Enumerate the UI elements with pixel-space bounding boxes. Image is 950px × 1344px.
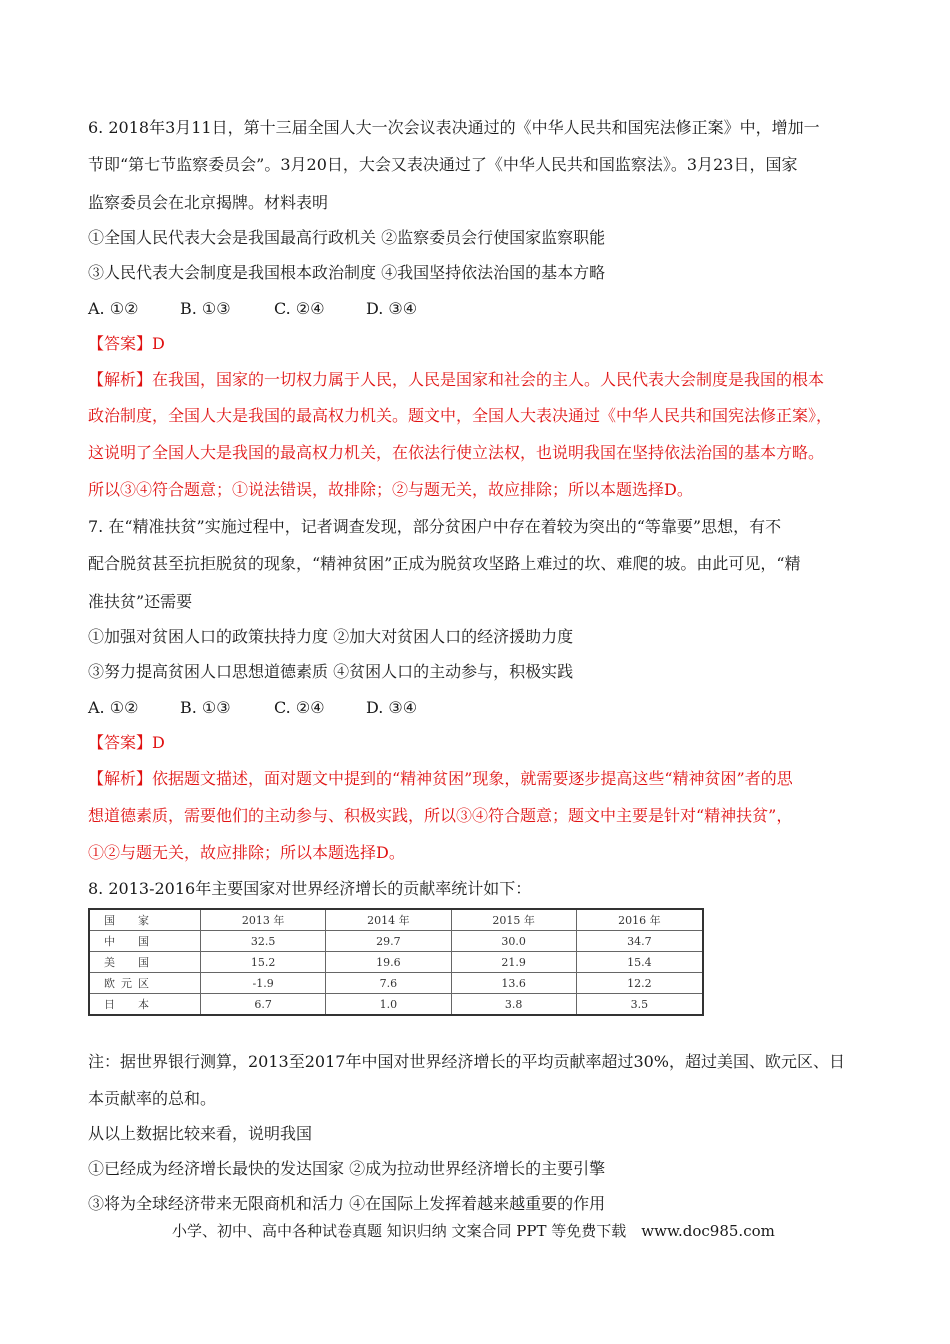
table-cell: 3.8	[451, 994, 576, 1016]
table-cell: 美 国	[89, 952, 201, 973]
table-row	[89, 973, 703, 994]
q8-choice-line-1: ①已经成为经济增长最快的发达国家 ②成为拉动世界经济增长的主要引擎	[88, 1159, 606, 1178]
q6-option-c: C. ②④	[274, 299, 325, 318]
table-header-row	[89, 909, 703, 931]
table-cell: 19.6	[326, 952, 451, 973]
table-cell: 12.2	[576, 973, 703, 994]
q6-stem-line-3: 监察委员会在北京揭牌。材料表明	[88, 193, 329, 212]
page-footer: 小学、初中、高中各种试卷真题 知识归纳 文案合同 PPT 等免费下载 www.doc985.com	[172, 1222, 775, 1240]
table-header-cell: 2016 年	[576, 909, 703, 931]
table-cell: 15.4	[576, 952, 703, 973]
q8-intro: 8. 2013-2016年主要国家对世界经济增长的贡献率统计如下：	[88, 879, 532, 898]
q6-answer: 【答案】D	[88, 334, 165, 353]
q6-choice-line-1: ①全国人民代表大会是我国最高行政机关 ②监察委员会行使国家监察职能	[88, 228, 606, 247]
table-cell: 15.2	[201, 952, 326, 973]
q7-stem-line-2: 配合脱贫甚至抗拒脱贫的现象，“精神贫困”正成为脱贫攻坚路上难过的坎、难爬的坡。由此可见，“精	[88, 554, 801, 573]
q7-analysis-line-3: ①②与题无关，故应排除；所以本题选择D。	[88, 843, 405, 862]
q6-stem-line-1: 6. 2018年3月11日，第十三届全国人大一次会议表决通过的《中华人民共和国宪法修正案》中，增加一	[88, 118, 820, 137]
q7-option-b: B. ①③	[180, 698, 231, 717]
table-cell: 34.7	[576, 931, 703, 952]
q7-options	[88, 698, 417, 718]
table-row	[89, 994, 703, 1016]
q6-analysis-line-4: 所以③④符合题意；①说法错误，故排除；②与题无关，故应排除；所以本题选择D。	[88, 480, 693, 499]
table-header-cell: 国 家	[89, 909, 201, 931]
q6-options	[88, 299, 417, 319]
table-cell: -1.9	[201, 973, 326, 994]
table-cell: 13.6	[451, 973, 576, 994]
q7-choice-line-2: ③努力提高贫困人口思想道德素质 ④贫困人口的主动参与，积极实践	[88, 662, 574, 681]
contribution-table	[88, 908, 704, 1012]
table-header-cell: 2013 年	[201, 909, 326, 931]
table-cell: 3.5	[576, 994, 703, 1016]
table-row	[89, 931, 703, 952]
table-cell: 日 本	[89, 994, 201, 1016]
contribution-table-grid	[88, 908, 704, 1016]
q6-choice-line-2: ③人民代表大会制度是我国根本政治制度 ④我国坚持依法治国的基本方略	[88, 263, 606, 282]
table-row	[89, 952, 703, 973]
q6-analysis-line-3: 这说明了全国人大是我国的最高权力机关，在依法行使立法权，也说明我国在坚持依法治国的基本方略。	[88, 443, 825, 462]
table-header-cell: 2014 年	[326, 909, 451, 931]
q7-choice-line-1: ①加强对贫困人口的政策扶持力度 ②加大对贫困人口的经济援助力度	[88, 627, 574, 646]
table-cell: 欧元区	[89, 973, 201, 994]
q8-choice-line-2: ③将为全球经济带来无限商机和活力 ④在国际上发挥着越来越重要的作用	[88, 1194, 606, 1213]
table-cell: 1.0	[326, 994, 451, 1016]
q7-stem-line-1: 7. 在“精准扶贫”实施过程中，记者调查发现，部分贫困户中存在着较为突出的“等靠要”思想，有不	[88, 517, 782, 536]
q8-note-line-1: 注：据世界银行测算，2013至2017年中国对世界经济增长的平均贡献率超过30%，超过美国、欧元区、日	[88, 1052, 846, 1071]
q7-analysis-line-1: 【解析】依据题文描述，面对题文中提到的“精神贫困”现象，就需要逐步提高这些“精神贫困”者的思	[88, 769, 793, 788]
q6-analysis-line-2: 政治制度，全国人大是我国的最高权力机关。题文中，全国人大表决通过《中华人民共和国宪法修正案》，	[88, 406, 833, 425]
table-header-cell: 2015 年	[451, 909, 576, 931]
q7-option-d: D. ③④	[366, 698, 418, 717]
q6-stem-line-2: 节即“第七节监察委员会”。3月20日，大会又表决通过了《中华人民共和国监察法》。3月23日，国家	[88, 155, 798, 174]
q6-option-a: A. ①②	[88, 299, 139, 318]
q8-question-line: 从以上数据比较来看，说明我国	[88, 1124, 313, 1143]
q7-stem-line-3: 准扶贫”还需要	[88, 592, 193, 611]
table-cell: 30.0	[451, 931, 576, 952]
table-cell: 中 国	[89, 931, 201, 952]
q6-analysis-line-1: 【解析】在我国，国家的一切权力属于人民，人民是国家和社会的主人。人民代表大会制度是我国的根本	[88, 370, 825, 389]
q7-analysis-line-2: 想道德素质，需要他们的主动参与、积极实践，所以③④符合题意；题文中主要是针对“精神扶贫”，	[88, 806, 793, 825]
table-cell: 21.9	[451, 952, 576, 973]
q6-option-d: D. ③④	[366, 299, 418, 318]
table-cell: 7.6	[326, 973, 451, 994]
table-cell: 6.7	[201, 994, 326, 1016]
q8-note-line-2: 本贡献率的总和。	[88, 1089, 217, 1108]
q7-option-a: A. ①②	[88, 698, 139, 717]
table-cell: 32.5	[201, 931, 326, 952]
q6-option-b: B. ①③	[180, 299, 231, 318]
q7-answer: 【答案】D	[88, 733, 165, 752]
q7-option-c: C. ②④	[274, 698, 325, 717]
table-cell: 29.7	[326, 931, 451, 952]
